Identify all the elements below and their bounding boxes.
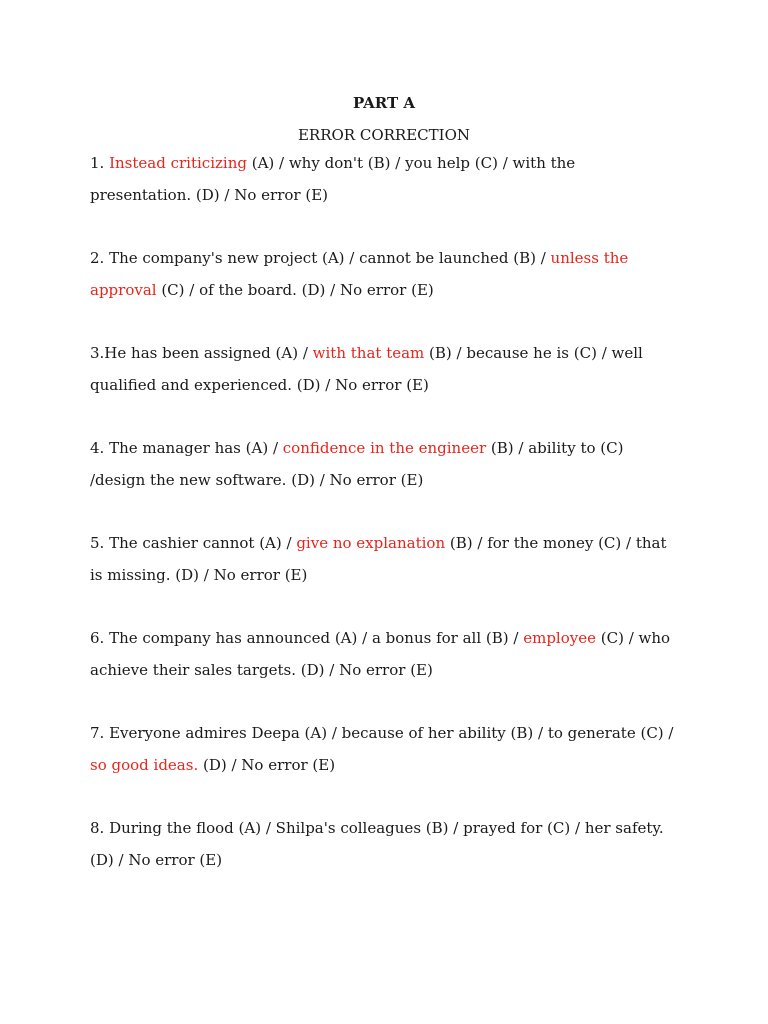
error-highlight: Instead criticizing <box>109 154 247 172</box>
error-highlight: confidence in the engineer <box>282 439 487 457</box>
error-highlight: give no explanation <box>296 534 446 552</box>
question-text: 7. Everyone admires Deepa (A) / because of her ability (B) / to generate (C) / <box>90 724 674 742</box>
question-list <box>90 148 678 876</box>
question-text: 2. The company's new project (A) / cannot be launched (B) / <box>90 249 551 267</box>
question-item <box>90 718 680 781</box>
error-highlight: unless the approval <box>90 249 629 299</box>
question-text: (B) / because he is (C) / well qualified and experienced. (D) / No error (E) <box>90 344 643 394</box>
question-text: 5. The cashier cannot (A) / <box>90 534 297 552</box>
question-text: 8. During the flood (A) / Shilpa's colleagues (B) / prayed for (C) / her safety. (D) / No error (E) <box>90 819 664 869</box>
document-title: PART A <box>352 94 416 112</box>
question-text: 6. The company has announced (A) / a bonus for all (B) / <box>90 629 524 647</box>
error-highlight: with that team <box>312 344 425 362</box>
question-text: (D) / No error (E) <box>198 755 336 774</box>
question-item <box>90 243 680 306</box>
question-item <box>90 813 680 876</box>
question-text: (B) / ability to (C) /design the new software. (D) / No error (E) <box>90 439 624 489</box>
question-item <box>90 433 680 496</box>
question-text: (B) / for the money (C) / that is missing. (D) / No error (E) <box>90 534 667 584</box>
document-subtitle: ERROR CORRECTION <box>297 126 471 144</box>
error-highlight: employee <box>523 629 596 647</box>
question-item <box>90 528 680 591</box>
question-text: 1. <box>90 154 110 172</box>
question-item <box>90 148 680 211</box>
question-item <box>90 338 680 401</box>
question-text: (C) / of the board. (D) / No error (E) <box>156 280 434 299</box>
question-item <box>90 623 680 686</box>
question-text: (A) / why don't (B) / you help (C) / with the presentation. (D) / No error (E) <box>90 154 576 204</box>
question-text: 4. The manager has (A) / <box>90 439 283 457</box>
question-text: 3.He has been assigned (A) / <box>90 344 313 362</box>
question-text: (C) / who achieve their sales targets. (D) / No error (E) <box>90 629 671 679</box>
error-highlight: so good ideas. <box>90 755 199 774</box>
